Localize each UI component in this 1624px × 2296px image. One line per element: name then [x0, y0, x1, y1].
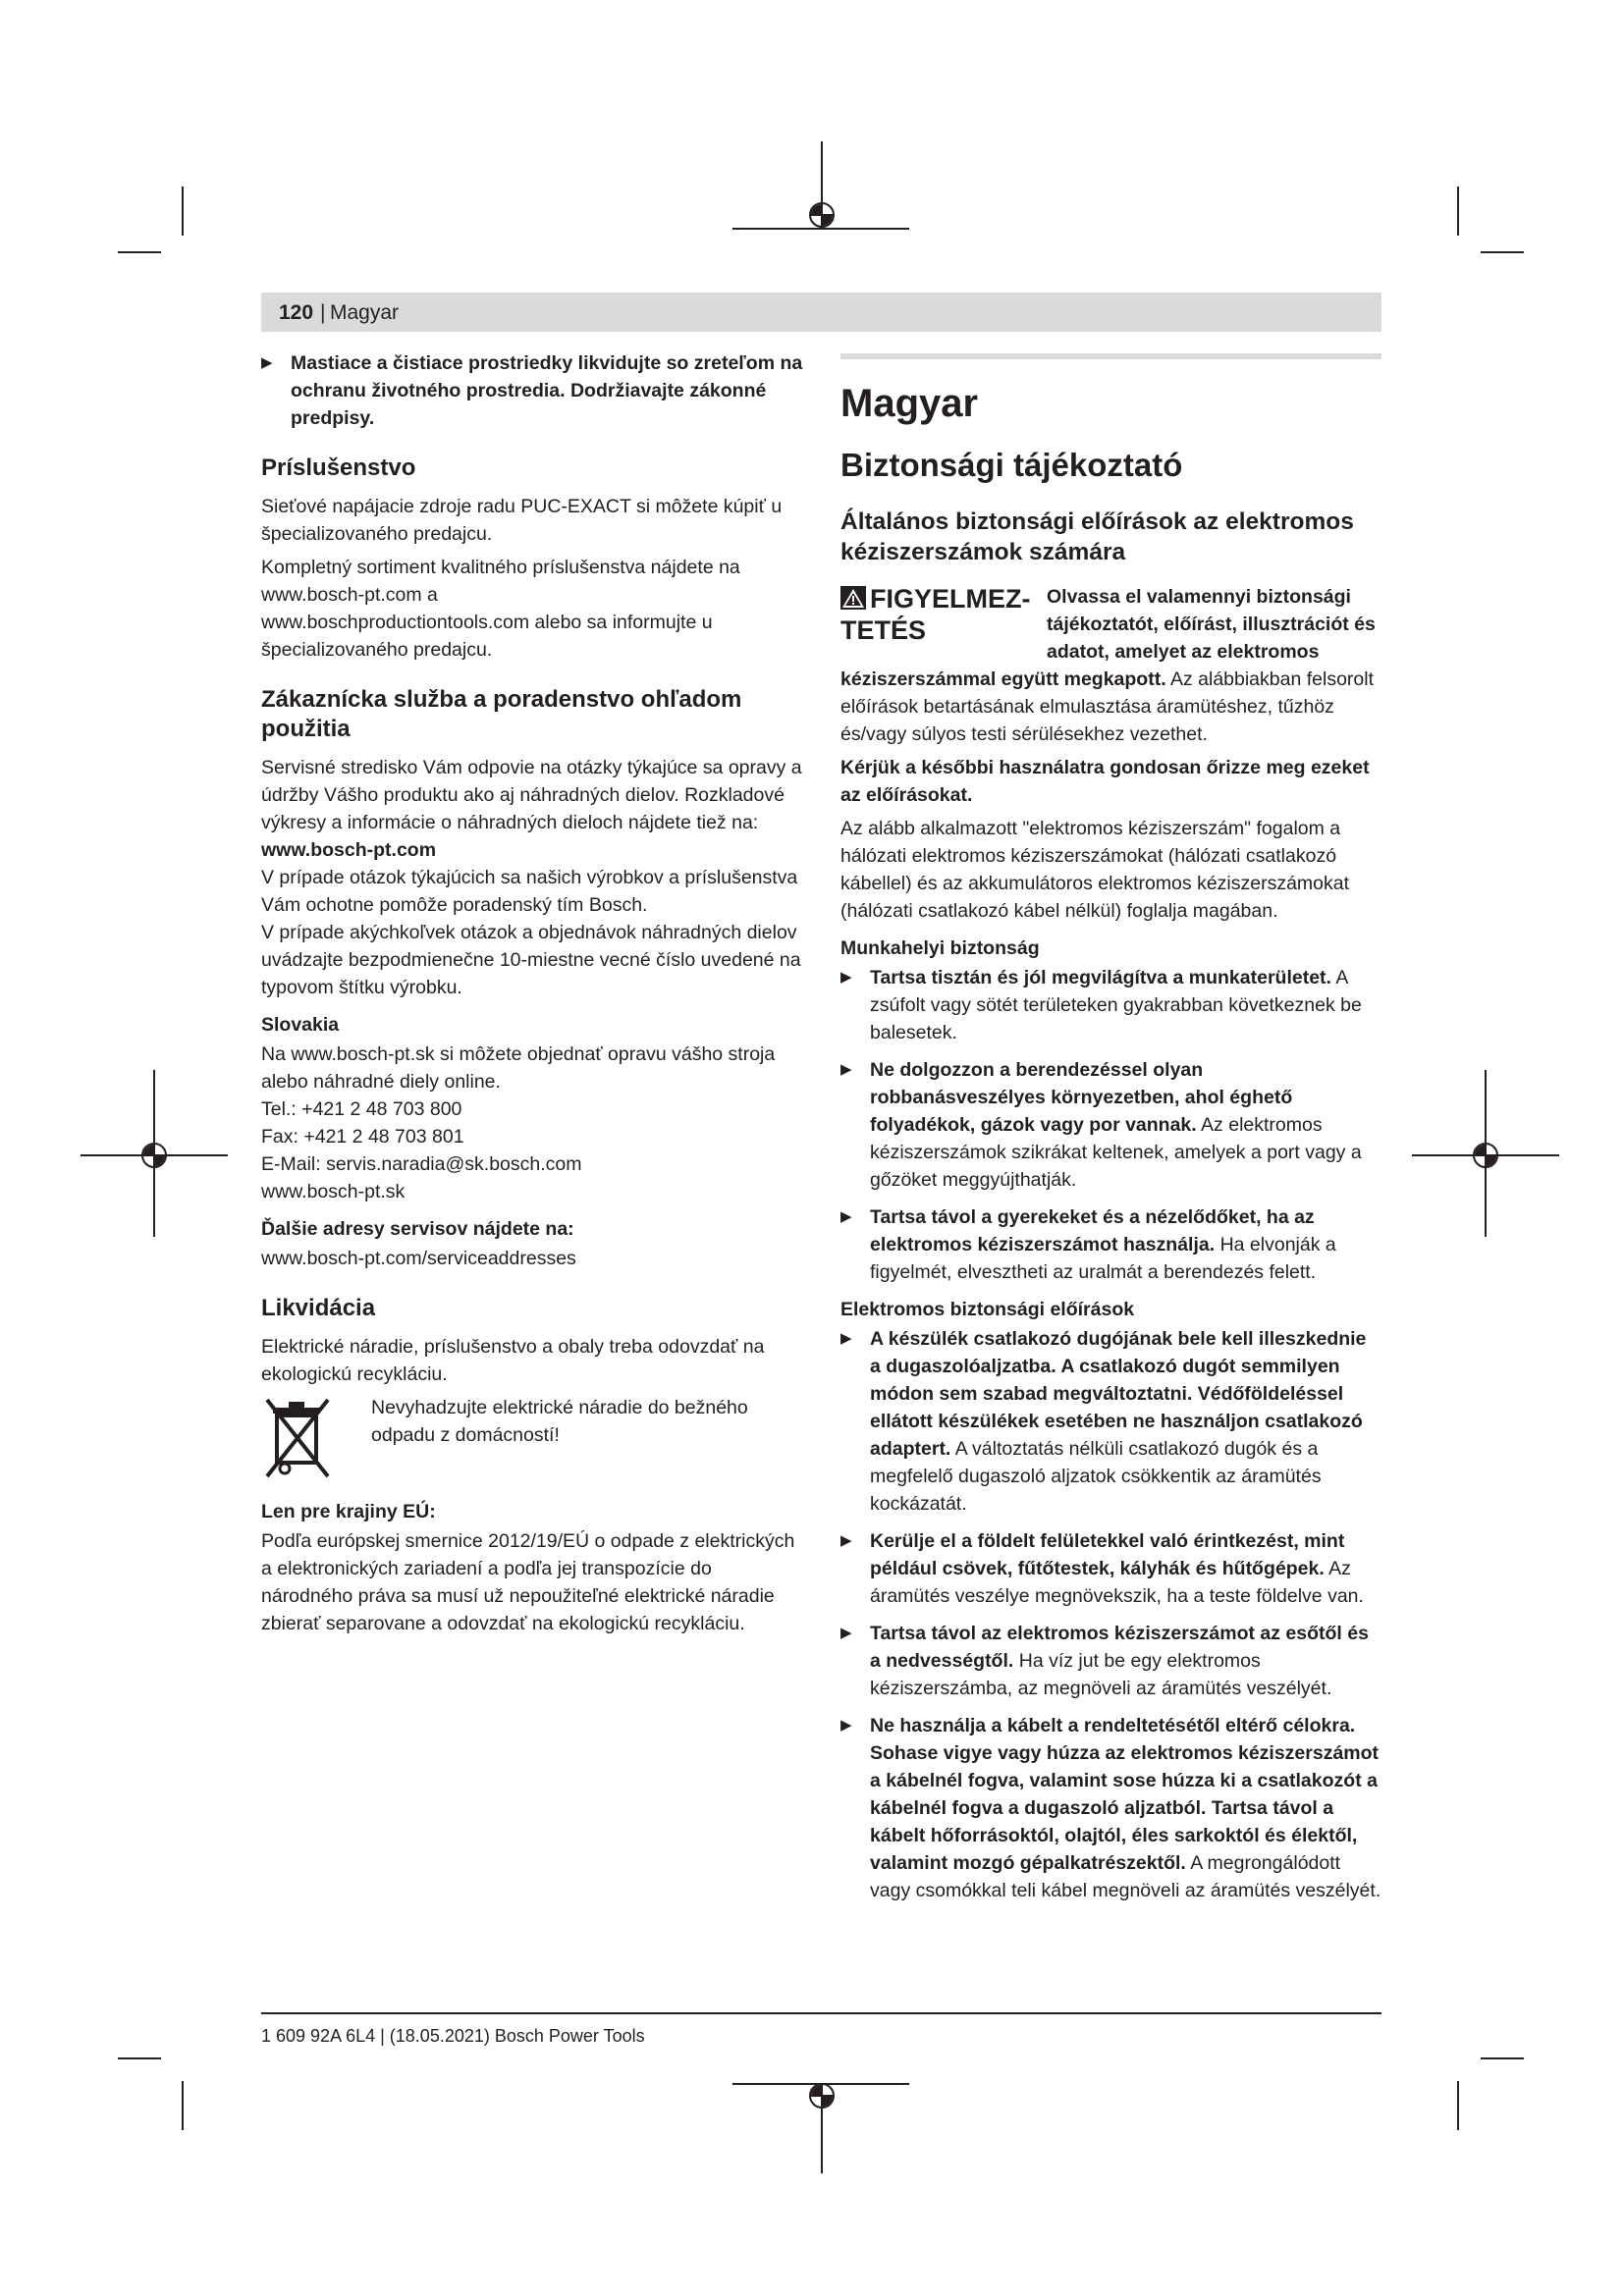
page-title: Magyar: [840, 382, 979, 425]
list-item: ▶ Tartsa tisztán és jól megvilágítva a munkaterületet. A zsúfolt vagy sötét területeken gyakrabban következnek be balesetek.: [840, 964, 1381, 1046]
link[interactable]: www.bosch-pt.com: [261, 839, 437, 861]
registration-mark-icon: [1473, 1143, 1498, 1168]
paragraph: Elektrické náradie, príslušenstvo a obaly treba odovzdať na ekologickú recykláciu.: [261, 1336, 765, 1385]
subheading: Elektromos biztonsági előírások: [840, 1299, 1135, 1320]
crop-mark: [732, 228, 909, 230]
crop-mark: [1457, 2081, 1459, 2130]
crop-mark: [1481, 251, 1524, 253]
page-footer: 1 609 92A 6L4 | (18.05.2021) Bosch Power Tools: [261, 2026, 645, 2046]
crop-mark: [118, 2057, 161, 2059]
subheading: Len pre krajiny EÚ:: [261, 1501, 436, 1522]
crossed-bin-icon: [263, 1396, 332, 1480]
triangle-right-icon: ▶: [840, 1532, 852, 1549]
list-item: ▶ Ne dolgozzon a berendezéssel olyan robbanásveszélyes környezetben, ahol éghető folyadékok, gázok vagy por vannak. Az elektromos kéziszerszámok szikrákat keltenek, amelyek a port vagy a gőzöket meggyújthatják.: [840, 1056, 1381, 1194]
header-language: Magyar: [330, 301, 400, 324]
link[interactable]: www.bosch-pt.sk: [261, 1181, 406, 1202]
warning-block: [840, 583, 1381, 666]
section-heading: Zákaznícka služba a poradenstvo ohľadom použitia: [261, 686, 742, 742]
paragraph: Podľa európskej smernice 2012/19/EÚ o odpade z elektrických a elektronických zariadení a podľa jej transpozície do národného práva sa musí už nepoužiteľné elektrické náradie zbierať separovane a odovzdať na ekologickú recykláciu.: [261, 1530, 795, 1634]
paragraph: Servisné stredisko Vám odpovie na otázky týkajúce sa opravy a údržby Vášho produktu ako aj náhradných dielov. Rozkladové výkresy a informácie o náhradných dieloch nájdete tiež na: www.bosch-pt.com: [261, 757, 802, 861]
footer-divider: [261, 2012, 1381, 2014]
crop-mark: [182, 2081, 184, 2130]
paragraph: V prípade otázok týkajúcich sa našich výrobkov a príslušenstva Vám ochotne pomôže poradenský tím Bosch.: [261, 867, 798, 916]
section-heading: Likvidácia: [261, 1295, 376, 1321]
list-item: ▶ Tartsa távol a gyerekeket és a nézelődőket, ha az elektromos kéziszerszámot használja. Ha elvonják a figyelmét, elvesztheti az uralmát a berendezés felett.: [840, 1203, 1381, 1286]
paragraph: Olvassa el valamennyi biztonsági tájékoztatót, előírást, illusztrációt és adatot, amelyet az elektromos kéziszerszámmal együtt megkapott. Az alábbiakban felsorolt előírások betartásának elmulasztása áramütéshez, tűzhöz és/vagy súlyos testi sérülésekhez vezethet.: [840, 586, 1376, 745]
paragraph: Kompletný sortiment kvalitného príslušenstva nájdete na www.bosch-pt.com a www.boschproductiontools.com alebo sa informujte u špecializovaného predajcu.: [261, 557, 740, 661]
warning-label: FIGYELMEZ- TETÉS: [840, 584, 1031, 645]
triangle-right-icon: ▶: [840, 1717, 852, 1734]
list-item: ▶ A készülék csatlakozó dugójának bele kell illeszkednie a dugaszolóaljzatba. A csatlakozó dugót semmilyen módon sem szabad megváltoztatni. Védőföldeléssel ellátott készülékek esetében ne használjon csatlakozó adaptert. A változtatás nélküli csatlakozó dugók és a megfelelő dugaszoló aljzatok csökkentik az áramütés kockázatát.: [840, 1325, 1381, 1518]
page-number: 120: [279, 301, 314, 324]
page-header: [261, 293, 1381, 332]
email-link[interactable]: E-Mail: servis.naradia@sk.bosch.com: [261, 1153, 582, 1175]
weee-notice: Nevyhadzujte elektrické náradie do bežného odpadu z domácností!: [261, 1394, 806, 1484]
triangle-right-icon: ▶: [261, 354, 273, 371]
paragraph: V prípade akýchkoľvek otázok a objednávok náhradných dielov uvádzajte bezpodmienečne 10-miestne vecné číslo uvedené na typovom štítku výrobku.: [261, 922, 801, 998]
list-item: ▶ Kerülje el a földelt felületekkel való érintkezést, mint például csövek, fűtőtestek, kályhák és hűtőgépek. Az áramütés veszélye megnövekszik, ha a teste földelve van.: [840, 1527, 1381, 1610]
subheading: Ďalšie adresy servisov nájdete na:: [261, 1218, 574, 1240]
list-item: ▶ Ne használja a kábelt a rendeltetésétől eltérő célokra. Sohase vigye vagy húzza az elektromos kéziszerszámot a kábelnél fogva, valamint sose húzza ki a csatlakozót a kábelnél fogva a dugaszoló aljzatból. Tartsa távol a kábelt hőforrásoktól, olajtól, éles sarkoktól és élektől, valamint mozgó gépalkatrészektől. A megrongálódott vagy csomókkal teli kábel megnöveli az áramütés veszélyét.: [840, 1712, 1381, 1904]
triangle-right-icon: ▶: [840, 1625, 852, 1641]
triangle-right-icon: ▶: [840, 1330, 852, 1347]
paragraph: Sieťové napájacie zdroje radu PUC-EXACT si môžete kúpiť u špecializovaného predajcu.: [261, 496, 783, 545]
paragraph: Az alább alkalmazott "elektromos kéziszerszám" fogalom a hálózati elektromos kéziszerszámokat (hálózati csatlakozó kábellel) és az akkumulátoros elektromos kéziszerszámokat (hálózati csatlakozó kábel nélkül) foglalja magában.: [840, 818, 1350, 922]
registration-mark-icon: [141, 1143, 167, 1168]
triangle-right-icon: ▶: [840, 1208, 852, 1225]
crop-mark: [118, 251, 161, 253]
right-column: [840, 349, 1381, 1914]
crop-mark: [182, 187, 184, 236]
section-heading: Príslušenstvo: [261, 454, 416, 481]
list-item: ▶ Tartsa távol az elektromos kéziszerszámot az esőtől és a nedvességtől. Ha víz jut be egy elektromos kéziszerszámba, az megnöveli az áramütés veszélyét.: [840, 1620, 1381, 1702]
registration-mark-icon: [809, 2083, 835, 2109]
subheading: Munkahelyi biztonság: [840, 937, 1040, 959]
registration-mark-icon: [809, 202, 835, 228]
header-separator: |: [320, 301, 326, 324]
warning-triangle-icon: [840, 586, 866, 610]
section-title: Biztonsági tájékoztató: [840, 447, 1183, 483]
link[interactable]: www.bosch-pt.com/serviceaddresses: [261, 1248, 576, 1269]
link[interactable]: www.bosch-pt.com a: [261, 584, 438, 606]
left-column: [261, 349, 806, 1643]
list-item: ▶ Mastiace a čistiace prostriedky likvidujte so zreteľom na ochranu životného prostredia. Dodržiavajte zákonné predpisy.: [261, 349, 806, 432]
crop-mark: [1481, 2057, 1524, 2059]
paragraph: Kérjük a későbbi használatra gondosan őrizze meg ezeket az előírásokat.: [840, 757, 1370, 806]
crop-mark: [1457, 187, 1459, 236]
triangle-right-icon: ▶: [840, 969, 852, 986]
triangle-right-icon: ▶: [840, 1061, 852, 1078]
contact-block: Na www.bosch-pt.sk si môžete objednať opravu vášho stroja alebo náhradné diely online. Tel.: +421 2 48 703 800 Fax: +421 2 48 703 801 E-Mail: servis.naradia@sk.bosch.com www.bosch-pt.sk: [261, 1043, 776, 1202]
subheading: Slovakia: [261, 1014, 340, 1036]
divider: [840, 353, 1381, 359]
section-heading: Általános biztonsági előírások az elektromos kéziszerszámok számára: [840, 508, 1354, 565]
